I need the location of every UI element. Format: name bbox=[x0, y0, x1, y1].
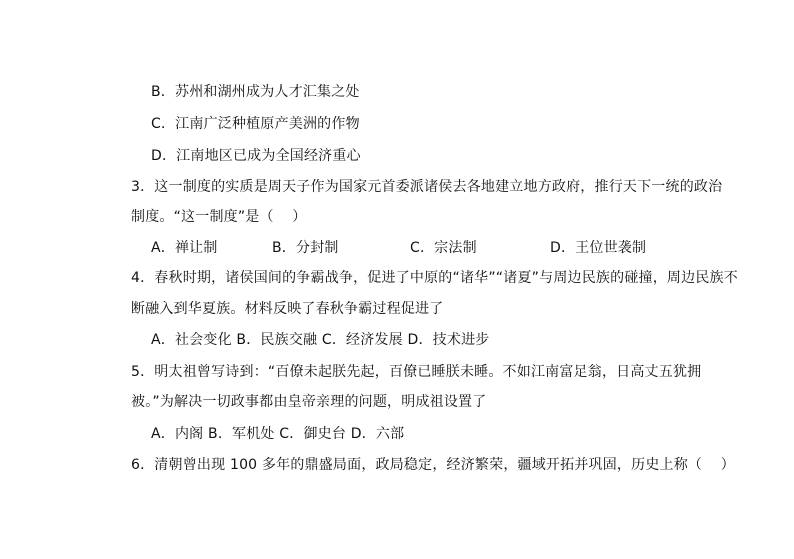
q2-option-b: B．苏州和湖州成为人才汇集之处 bbox=[151, 84, 360, 100]
q3-option-a: A．禅让制 bbox=[151, 240, 218, 256]
q3-option-c: C．宗法制 bbox=[410, 240, 477, 256]
q5-stem-line1: 5．明太祖曾写诗到：“百僚未起朕先起，百僚已睡朕未睡。不如江南富足翁，日高丈五犹拥 bbox=[131, 364, 702, 380]
q3-stem-line2: 制度。“这一制度”是（ ） bbox=[131, 209, 307, 225]
q5-stem-line2: 被。”为解决一切政事都由皇帝亲理的问题，明成祖设置了 bbox=[131, 394, 487, 410]
q3-stem-line1: 3．这一制度的实质是周天子作为国家元首委派诸侯去各地建立地方政府，推行天下一统的政治 bbox=[131, 179, 723, 195]
q4-options: A．社会变化 B．民族交融 C．经济发展 D．技术进步 bbox=[151, 332, 490, 348]
q4-stem-line1: 4．春秋时期，诸侯国间的争霸战争，促进了中原的“诸华”“诸夏”与周边民族的碰撞，周边民族不 bbox=[131, 270, 738, 286]
q6-stem-line1: 6．清朝曾出现 100 多年的鼎盛局面，政局稳定，经济繁荣，疆域开拓并巩固，历史上称（ ） bbox=[131, 457, 735, 473]
q4-stem-line2: 断融入到华夏族。材料反映了春秋争霸过程促进了 bbox=[131, 301, 444, 317]
q2-option-c: C．江南广泛种植原产美洲的作物 bbox=[151, 116, 360, 132]
q3-option-b: B．分封制 bbox=[272, 240, 339, 256]
q3-option-d: D．王位世袭制 bbox=[550, 240, 647, 256]
q5-options: A．内阁 B．军机处 C．御史台 D．六部 bbox=[151, 426, 405, 442]
q2-option-d: D．江南地区已成为全国经济重心 bbox=[151, 148, 361, 164]
q3-options-row bbox=[0, 238, 794, 258]
